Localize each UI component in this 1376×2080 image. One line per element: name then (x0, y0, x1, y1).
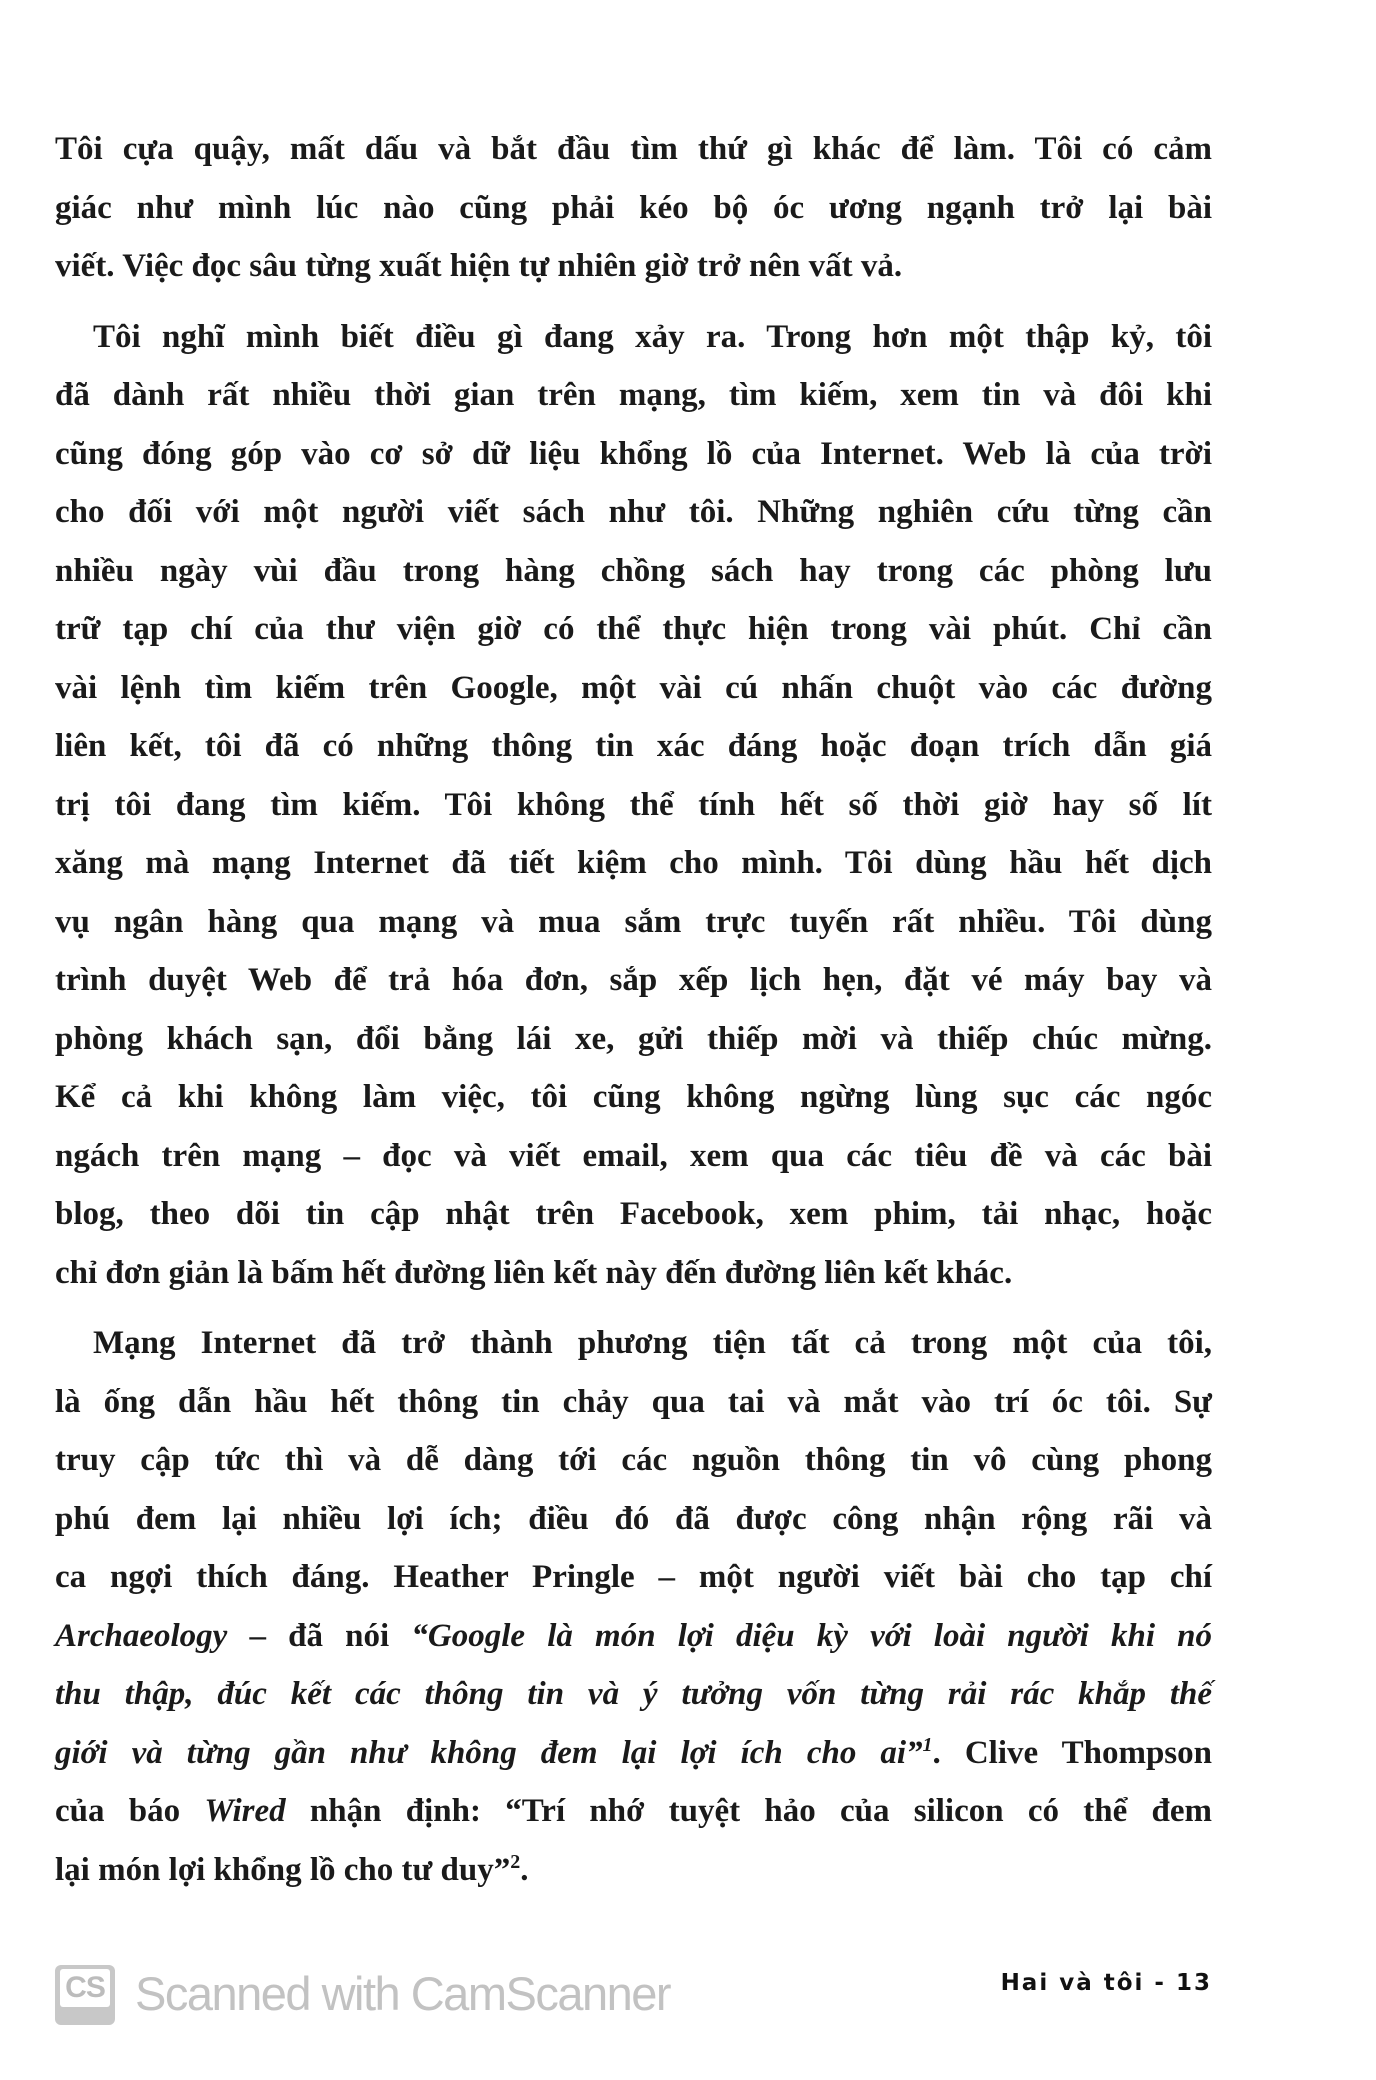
text-run: truy cập tức thì và dễ dàng tới các nguồn thông tin vô cùng phong (55, 1442, 1212, 1478)
text-line (55, 951, 1212, 1010)
text-line (55, 1548, 1212, 1607)
text-run: giác như mình lúc nào cũng phải kéo bộ óc ương ngạnh trở lại bài (55, 189, 1212, 226)
text-line (55, 717, 1212, 776)
text-run: của báo (55, 1793, 205, 1829)
italic-text: Wired (204, 1793, 286, 1829)
text-line (55, 308, 1212, 367)
text-run: Tôi nghĩ mình biết điều gì đang xảy ra. Trong hơn một thập kỷ, tôi (93, 318, 1212, 355)
text-run: nhiều ngày vùi đầu trong hàng chồng sách hay trong các phòng lưu (55, 552, 1212, 589)
text-line (55, 1665, 1212, 1724)
text-line (55, 1724, 1212, 1783)
text-line (55, 659, 1212, 718)
text-run: vài lệnh tìm kiếm trên Google, một vài cú nhấn chuột vào các đường (55, 669, 1212, 706)
text-run: cũng đóng góp vào cơ sở dữ liệu khổng lồ của Internet. Web là của trời (55, 435, 1212, 472)
text-run: chỉ đơn giản là bấm hết đường liên kết này đến đường liên kết khác. (55, 1254, 1013, 1291)
text-run: là ống dẫn hầu hết thông tin chảy qua tai và mắt vào trí óc tôi. Sự (55, 1383, 1212, 1420)
text-line (55, 1010, 1212, 1069)
text-run: – đã nói (227, 1617, 412, 1654)
text-run: ca ngợi thích đáng. Heather Pringle – một người viết bài cho tạp chí (55, 1559, 1212, 1595)
text-line (55, 1244, 1212, 1303)
footnote-marker: 1 (922, 1733, 933, 1756)
text-run: viết. Việc đọc sâu từng xuất hiện tự nhiên giờ trở nên vất vả. (55, 248, 903, 284)
camscanner-logo (55, 1965, 115, 2025)
text-line (55, 1185, 1212, 1244)
text-line (55, 1431, 1212, 1490)
text-run: đã dành rất nhiều thời gian trên mạng, tìm kiếm, xem tin và đôi khi (55, 377, 1212, 413)
text-run: vụ ngân hàng qua mạng và mua sắm trực tuyến rất nhiều. Tôi dùng (55, 903, 1212, 940)
body-text (55, 120, 1212, 1911)
text-run: lại món lợi khổng lồ cho tư duy” (55, 1851, 511, 1888)
text-line (55, 542, 1212, 601)
italic-text: giới và từng gần như không đem lại lợi ích cho ai” (55, 1734, 923, 1771)
text-line (55, 483, 1212, 542)
camscanner-logo-text: CS (60, 1969, 110, 2007)
italic-text: “Google là món lợi diệu kỳ với loài người khi nó (411, 1617, 1213, 1654)
paragraph (55, 308, 1212, 1303)
text-run: phú đem lại nhiều lợi ích; điều đó đã được công nhận rộng rãi và (55, 1500, 1212, 1537)
text-line (55, 179, 1212, 238)
text-line (55, 366, 1212, 425)
text-line (55, 1490, 1212, 1549)
text-run: trị tôi đang tìm kiếm. Tôi không thể tính hết số thời giờ hay số lít (55, 786, 1212, 823)
text-line (55, 893, 1212, 952)
camscanner-watermark: Scanned with CamScanner (135, 1967, 671, 2020)
footnote-marker: 2 (510, 1850, 521, 1873)
italic-text: thu thập, đúc kết các thông tin và ý tưởng vốn từng rải rác khắp thế (55, 1676, 1212, 1712)
text-run: trình duyệt Web để trả hóa đơn, sắp xếp lịch hẹn, đặt vé máy bay và (55, 962, 1212, 998)
text-run: blog, theo dõi tin cập nhật trên Facebook, xem phim, tải nhạc, hoặc (55, 1196, 1212, 1232)
text-line (55, 1068, 1212, 1127)
italic-text: Archaeology (55, 1617, 228, 1654)
text-run: . (520, 1851, 529, 1888)
paragraph (55, 120, 1212, 296)
paragraph (55, 1314, 1212, 1899)
text-run: . Clive Thompson (932, 1734, 1213, 1771)
text-line (55, 600, 1212, 659)
text-line (55, 1841, 1212, 1900)
text-run: nhận định: “Trí nhớ tuyệt hảo của silicon có thể đem (285, 1793, 1213, 1829)
text-run: phòng khách sạn, đổi bằng lái xe, gửi thiếp mời và thiếp chúc mừng. (55, 1020, 1212, 1057)
text-run: ngách trên mạng – đọc và viết email, xem qua các tiêu đề và các bài (55, 1137, 1212, 1174)
text-line (55, 1314, 1212, 1373)
text-run: trữ tạp chí của thư viện giờ có thể thực hiện trong vài phút. Chỉ cần (55, 611, 1212, 647)
text-run: xăng mà mạng Internet đã tiết kiệm cho mình. Tôi dùng hầu hết dịch (55, 845, 1212, 881)
text-line (55, 1127, 1212, 1186)
text-run: liên kết, tôi đã có những thông tin xác đáng hoặc đoạn trích dẫn giá (55, 728, 1212, 764)
text-run: Tôi cựa quậy, mất dấu và bắt đầu tìm thứ gì khác để làm. Tôi có cảm (55, 131, 1212, 167)
text-line (55, 120, 1212, 179)
text-run: Mạng Internet đã trở thành phương tiện tất cả trong một của tôi, (93, 1325, 1212, 1361)
text-line (55, 237, 1212, 296)
text-line (55, 834, 1212, 893)
text-line (55, 425, 1212, 484)
text-run: cho đối với một người viết sách như tôi. Những nghiên cứu từng cần (55, 494, 1212, 530)
text-line (55, 1373, 1212, 1432)
text-line (55, 1607, 1212, 1666)
text-line (55, 1782, 1212, 1841)
text-line (55, 776, 1212, 835)
text-run: Kể cả khi không làm việc, tôi cũng không ngừng lùng sục các ngóc (55, 1079, 1212, 1115)
running-head-page-number: Hai và tôi - 13 (1000, 1970, 1212, 1996)
